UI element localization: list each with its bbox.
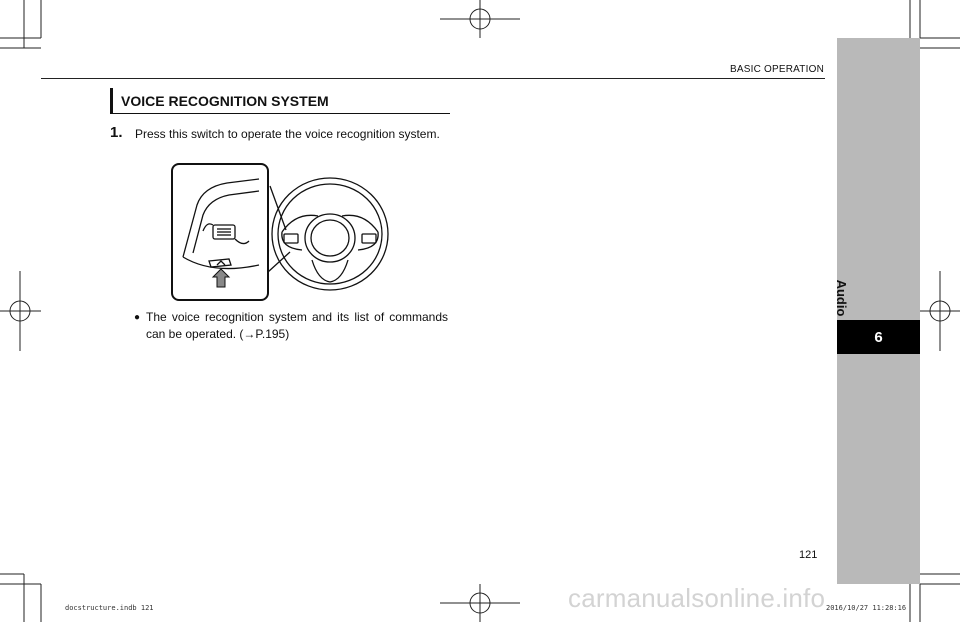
step-text: Press this switch to operate the voice recognition system. bbox=[135, 127, 440, 141]
section-header-label: BASIC OPERATION bbox=[730, 64, 824, 75]
footer-timestamp: 2016/10/27 11:28:16 bbox=[826, 604, 907, 612]
switch-closeup-illustration bbox=[171, 163, 269, 301]
chapter-tab-label: Audio bbox=[834, 279, 849, 317]
section-title: VOICE RECOGNITION SYSTEM bbox=[121, 93, 329, 109]
step-number: 1. bbox=[110, 124, 123, 141]
chapter-tab-number bbox=[837, 320, 920, 354]
chapter-tab-strip bbox=[837, 38, 920, 584]
chapter-number: 6 bbox=[874, 328, 883, 346]
steering-switch-panel-icon bbox=[173, 165, 267, 299]
steering-wheel-illustration bbox=[262, 176, 392, 298]
watermark: carmanualsonline.info bbox=[568, 583, 826, 613]
footer-file-info: docstructure.indb 121 bbox=[65, 604, 154, 612]
bullet-text: The voice recognition system and its list of commands can be operated. (→P.195) bbox=[146, 310, 448, 341]
header-rule bbox=[41, 78, 825, 79]
bullet-symbol: ● bbox=[134, 312, 141, 323]
section-heading bbox=[110, 88, 450, 114]
page-number: 121 bbox=[799, 549, 818, 561]
